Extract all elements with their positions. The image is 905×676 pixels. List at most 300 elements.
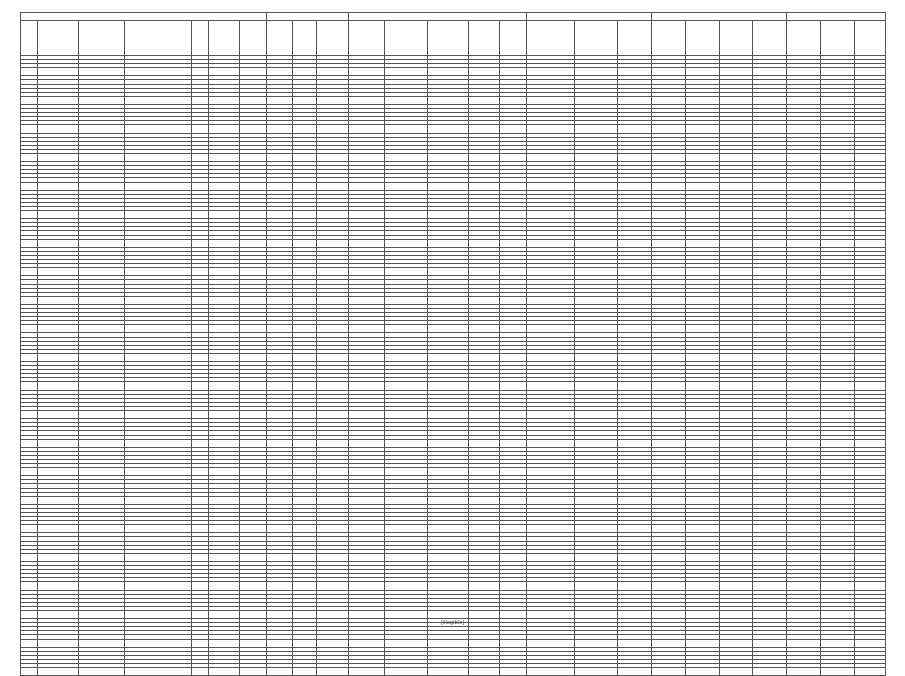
table-cell xyxy=(266,239,292,247)
table-cell xyxy=(208,468,239,476)
table-cell xyxy=(428,211,469,219)
table-cell xyxy=(469,411,500,419)
table-cell xyxy=(21,639,38,647)
table-cell xyxy=(719,125,753,133)
table-cell xyxy=(500,553,527,561)
table-cell xyxy=(348,96,384,104)
table-cell xyxy=(854,582,886,590)
table-cell xyxy=(575,211,618,219)
table-cell xyxy=(854,411,886,419)
table-row xyxy=(21,382,886,390)
table-cell xyxy=(208,268,239,276)
table-cell xyxy=(192,296,209,304)
table-row xyxy=(21,468,886,476)
header-band-2 xyxy=(266,13,348,21)
table-cell xyxy=(293,382,317,390)
table-cell xyxy=(500,668,527,676)
table-cell xyxy=(266,68,292,76)
table-cell xyxy=(685,68,719,76)
table-cell xyxy=(384,411,427,419)
table-cell xyxy=(348,268,384,276)
table-cell xyxy=(428,439,469,447)
table-cell xyxy=(652,239,686,247)
table-cell xyxy=(37,639,78,647)
table-cell xyxy=(618,153,652,161)
table-cell xyxy=(685,553,719,561)
table-cell xyxy=(526,268,574,276)
table-cell xyxy=(317,582,348,590)
table-cell xyxy=(500,239,527,247)
table-cell xyxy=(293,96,317,104)
table-cell xyxy=(124,411,191,419)
table-cell xyxy=(500,268,527,276)
table-cell xyxy=(21,325,38,333)
table-cell xyxy=(21,96,38,104)
table-cell xyxy=(787,239,821,247)
table-cell xyxy=(37,439,78,447)
table-cell xyxy=(854,668,886,676)
table-cell xyxy=(192,125,209,133)
table-cell xyxy=(652,325,686,333)
table-cell xyxy=(124,325,191,333)
table-cell xyxy=(820,239,854,247)
table-cell xyxy=(652,68,686,76)
table-cell xyxy=(719,268,753,276)
table-cell xyxy=(469,582,500,590)
table-cell xyxy=(78,582,124,590)
table-cell xyxy=(854,496,886,504)
table-cell xyxy=(618,525,652,533)
table-cell xyxy=(37,496,78,504)
table-cell xyxy=(317,268,348,276)
table-cell xyxy=(317,96,348,104)
table-cell xyxy=(753,639,787,647)
table-cell xyxy=(685,153,719,161)
table-cell xyxy=(240,639,267,647)
table-cell xyxy=(348,353,384,361)
table-cell xyxy=(719,353,753,361)
table-cell xyxy=(428,525,469,533)
table-cell xyxy=(719,382,753,390)
table-cell xyxy=(21,353,38,361)
header-band-5 xyxy=(652,13,787,21)
table-cell xyxy=(293,668,317,676)
table-cell xyxy=(124,125,191,133)
table-cell xyxy=(652,296,686,304)
table-cell xyxy=(317,68,348,76)
table-cell xyxy=(753,525,787,533)
column-header-11 xyxy=(348,21,384,56)
table-cell xyxy=(240,325,267,333)
table-cell xyxy=(685,525,719,533)
table-cell xyxy=(719,468,753,476)
table-cell xyxy=(753,411,787,419)
table-cell xyxy=(124,268,191,276)
table-cell xyxy=(719,639,753,647)
table-cell xyxy=(618,239,652,247)
table-cell xyxy=(753,125,787,133)
table-cell xyxy=(348,411,384,419)
table-cell xyxy=(124,582,191,590)
table-cell xyxy=(854,439,886,447)
table-cell xyxy=(208,411,239,419)
table-cell xyxy=(854,525,886,533)
table-cell xyxy=(208,68,239,76)
table-cell xyxy=(240,610,267,618)
table-cell xyxy=(575,411,618,419)
table-cell xyxy=(293,411,317,419)
table-cell xyxy=(500,496,527,504)
table-cell xyxy=(652,153,686,161)
table-cell xyxy=(21,268,38,276)
table-cell xyxy=(719,411,753,419)
table-cell xyxy=(618,496,652,504)
table-cell xyxy=(575,525,618,533)
table-cell xyxy=(787,96,821,104)
table-cell xyxy=(208,496,239,504)
table-cell xyxy=(266,639,292,647)
table-cell xyxy=(820,525,854,533)
table-cell xyxy=(526,182,574,190)
table-cell xyxy=(37,96,78,104)
table-cell xyxy=(685,96,719,104)
table-cell xyxy=(208,296,239,304)
table-row xyxy=(21,125,886,133)
header-band-6 xyxy=(787,13,886,21)
table-row xyxy=(21,68,886,76)
table-row xyxy=(21,211,886,219)
table-cell xyxy=(266,582,292,590)
registry-table xyxy=(20,12,886,676)
table-cell xyxy=(685,353,719,361)
table-cell xyxy=(854,96,886,104)
table-cell xyxy=(192,153,209,161)
table-cell xyxy=(469,96,500,104)
table-cell xyxy=(317,296,348,304)
table-cell xyxy=(428,668,469,676)
table-cell xyxy=(575,639,618,647)
table-cell xyxy=(124,153,191,161)
table-cell xyxy=(266,525,292,533)
table-cell xyxy=(753,296,787,304)
table-cell xyxy=(384,382,427,390)
table-cell xyxy=(208,353,239,361)
table-row xyxy=(21,96,886,104)
table-cell xyxy=(208,582,239,590)
table-cell xyxy=(240,468,267,476)
table-cell xyxy=(526,153,574,161)
table-cell xyxy=(753,553,787,561)
table-cell xyxy=(652,639,686,647)
table-cell xyxy=(348,68,384,76)
table-cell xyxy=(21,411,38,419)
table-cell xyxy=(652,496,686,504)
table-cell xyxy=(78,411,124,419)
table-cell xyxy=(719,610,753,618)
table-cell xyxy=(719,296,753,304)
table-cell xyxy=(753,211,787,219)
table-cell xyxy=(854,468,886,476)
table-cell xyxy=(652,96,686,104)
table-body xyxy=(21,56,886,676)
table-cell xyxy=(266,182,292,190)
table-cell xyxy=(192,553,209,561)
table-cell xyxy=(526,68,574,76)
header-band-3 xyxy=(348,13,526,21)
table-cell xyxy=(575,353,618,361)
table-cell xyxy=(208,553,239,561)
table-cell xyxy=(820,125,854,133)
table-cell xyxy=(618,182,652,190)
table-cell xyxy=(293,68,317,76)
table-cell xyxy=(384,325,427,333)
table-cell xyxy=(854,325,886,333)
table-cell xyxy=(500,353,527,361)
table-row xyxy=(21,610,886,618)
table-cell xyxy=(685,468,719,476)
table-cell xyxy=(820,211,854,219)
table-cell xyxy=(618,610,652,618)
table-cell xyxy=(652,525,686,533)
table-row xyxy=(21,268,886,276)
table-cell xyxy=(753,582,787,590)
table-cell xyxy=(266,96,292,104)
table-cell xyxy=(469,496,500,504)
table-cell xyxy=(266,268,292,276)
table-cell xyxy=(500,125,527,133)
table-cell xyxy=(192,182,209,190)
table-cell xyxy=(21,239,38,247)
table-cell xyxy=(317,439,348,447)
table-cell xyxy=(787,353,821,361)
table-cell xyxy=(820,468,854,476)
table-cell xyxy=(293,153,317,161)
table-cell xyxy=(78,439,124,447)
table-cell xyxy=(618,68,652,76)
table-cell xyxy=(526,496,574,504)
table-cell xyxy=(469,211,500,219)
table-cell xyxy=(428,182,469,190)
table-cell xyxy=(78,496,124,504)
table-cell xyxy=(500,211,527,219)
table-cell xyxy=(820,610,854,618)
table-cell xyxy=(266,610,292,618)
table-cell xyxy=(78,468,124,476)
table-cell xyxy=(820,553,854,561)
table-cell xyxy=(820,96,854,104)
table-cell xyxy=(526,125,574,133)
table-cell xyxy=(685,439,719,447)
table-cell xyxy=(384,439,427,447)
table-cell xyxy=(37,411,78,419)
header-band-1 xyxy=(21,13,267,21)
table-cell xyxy=(37,525,78,533)
table-cell xyxy=(854,239,886,247)
table-cell xyxy=(526,468,574,476)
table-cell xyxy=(685,411,719,419)
table-cell xyxy=(37,296,78,304)
table-cell xyxy=(192,582,209,590)
table-cell xyxy=(526,211,574,219)
table-cell xyxy=(240,525,267,533)
table-cell xyxy=(469,639,500,647)
table-cell xyxy=(652,668,686,676)
table-cell xyxy=(266,382,292,390)
table-row xyxy=(21,668,886,676)
table-cell xyxy=(753,239,787,247)
table-cell xyxy=(192,96,209,104)
table-cell xyxy=(854,353,886,361)
table-cell xyxy=(719,525,753,533)
table-cell xyxy=(719,325,753,333)
table-cell xyxy=(240,582,267,590)
table-cell xyxy=(266,411,292,419)
table-cell xyxy=(37,153,78,161)
table-cell xyxy=(208,382,239,390)
column-header-6 xyxy=(208,21,239,56)
table-cell xyxy=(652,553,686,561)
table-cell xyxy=(820,296,854,304)
table-cell xyxy=(192,525,209,533)
table-cell xyxy=(348,153,384,161)
table-cell xyxy=(500,610,527,618)
table-cell xyxy=(575,382,618,390)
table-cell xyxy=(266,439,292,447)
table-cell xyxy=(192,239,209,247)
table-cell xyxy=(240,411,267,419)
table-cell xyxy=(787,211,821,219)
table-cell xyxy=(787,610,821,618)
table-cell xyxy=(753,439,787,447)
table-cell xyxy=(618,468,652,476)
table-cell xyxy=(575,296,618,304)
table-cell xyxy=(787,411,821,419)
table-cell xyxy=(575,125,618,133)
table-row xyxy=(21,639,886,647)
table-cell xyxy=(317,325,348,333)
table-cell xyxy=(500,439,527,447)
table-cell xyxy=(348,382,384,390)
table-cell xyxy=(753,268,787,276)
table-cell xyxy=(500,411,527,419)
table-cell xyxy=(685,325,719,333)
table-cell xyxy=(652,582,686,590)
column-header-22 xyxy=(753,21,787,56)
table-cell xyxy=(37,353,78,361)
table-cell xyxy=(348,610,384,618)
table-cell xyxy=(124,468,191,476)
table-cell xyxy=(428,411,469,419)
table-cell xyxy=(21,382,38,390)
table-cell xyxy=(575,582,618,590)
table-cell xyxy=(124,553,191,561)
table-cell xyxy=(21,496,38,504)
column-header-row xyxy=(21,21,886,56)
table-cell xyxy=(787,125,821,133)
table-cell xyxy=(293,582,317,590)
table-cell xyxy=(293,125,317,133)
table-cell xyxy=(854,610,886,618)
table-cell xyxy=(500,325,527,333)
table-cell xyxy=(719,153,753,161)
table-cell xyxy=(820,268,854,276)
table-cell xyxy=(37,268,78,276)
table-cell xyxy=(500,468,527,476)
table-cell xyxy=(787,553,821,561)
table-cell xyxy=(500,182,527,190)
table-cell xyxy=(317,411,348,419)
table-cell xyxy=(266,468,292,476)
table-cell xyxy=(854,68,886,76)
table-cell xyxy=(384,211,427,219)
table-cell xyxy=(293,439,317,447)
table-cell xyxy=(192,639,209,647)
table-cell xyxy=(124,668,191,676)
table-cell xyxy=(37,582,78,590)
table-cell xyxy=(21,439,38,447)
table-cell xyxy=(787,468,821,476)
table-cell xyxy=(124,296,191,304)
table-cell xyxy=(820,639,854,647)
table-cell xyxy=(317,211,348,219)
table-cell xyxy=(719,182,753,190)
table-cell xyxy=(124,182,191,190)
table-cell xyxy=(384,268,427,276)
table-cell xyxy=(192,68,209,76)
column-header-13 xyxy=(428,21,469,56)
table-cell xyxy=(787,582,821,590)
table-cell xyxy=(753,182,787,190)
table-cell xyxy=(526,525,574,533)
table-cell xyxy=(500,582,527,590)
table-cell xyxy=(266,125,292,133)
table-cell xyxy=(384,96,427,104)
table-cell xyxy=(753,468,787,476)
table-cell xyxy=(208,639,239,647)
table-cell xyxy=(124,496,191,504)
table-cell xyxy=(21,668,38,676)
table-cell xyxy=(266,296,292,304)
table-cell xyxy=(787,639,821,647)
column-header-15 xyxy=(500,21,527,56)
table-cell xyxy=(685,610,719,618)
table-cell xyxy=(293,639,317,647)
table-cell xyxy=(469,553,500,561)
table-cell xyxy=(500,96,527,104)
table-cell xyxy=(192,439,209,447)
table-cell xyxy=(37,68,78,76)
table-cell xyxy=(618,211,652,219)
column-header-2 xyxy=(37,21,78,56)
table-cell xyxy=(37,325,78,333)
column-header-23 xyxy=(787,21,821,56)
table-cell xyxy=(78,125,124,133)
table-cell xyxy=(384,68,427,76)
page-footer: [illegible] xyxy=(440,620,465,626)
table-cell xyxy=(753,668,787,676)
column-header-25 xyxy=(854,21,886,56)
table-cell xyxy=(753,496,787,504)
table-cell xyxy=(348,439,384,447)
table-cell xyxy=(124,439,191,447)
table-cell xyxy=(469,353,500,361)
table-cell xyxy=(652,353,686,361)
table-cell xyxy=(348,296,384,304)
table-cell xyxy=(428,296,469,304)
table-cell xyxy=(384,668,427,676)
table-cell xyxy=(348,182,384,190)
table-cell xyxy=(787,325,821,333)
